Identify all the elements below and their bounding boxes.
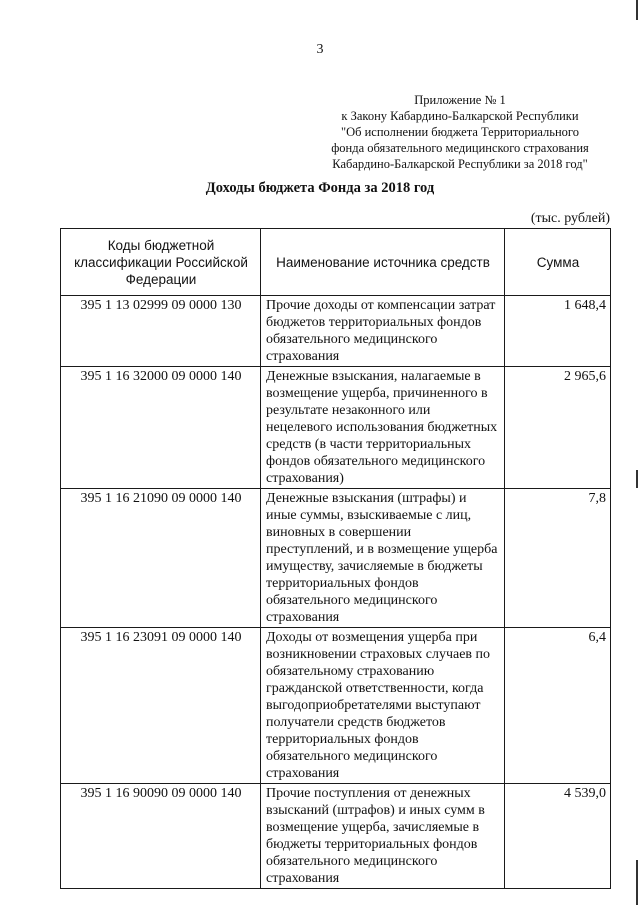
appendix-line: Кабардино-Балкарской Республики за 2018 год" xyxy=(332,157,588,171)
cell-name: Прочие доходы от компенсации затрат бюджетов территориальных фондов обязательного медицинского страхования xyxy=(261,296,505,367)
page-number: 3 xyxy=(316,42,324,57)
revenue-table xyxy=(60,228,611,889)
cell-amount: 7,8 xyxy=(505,489,611,628)
cell-code: 395 1 16 21090 09 0000 140 xyxy=(61,489,261,628)
table-row xyxy=(61,296,611,367)
cell-code: 395 1 16 23091 09 0000 140 xyxy=(61,628,261,784)
scan-edge-mark xyxy=(636,470,638,488)
appendix-line: "Об исполнении бюджета Территориального xyxy=(340,125,579,139)
cell-name: Доходы от возмещения ущерба при возникновении страховых случаев по обязательному страхованию гражданской ответственности, когда выгодоприобретателями выступают получатели средств бюджетов территориальных фондов обязательного медицинского страхования xyxy=(261,628,505,784)
appendix-header xyxy=(310,92,610,172)
cell-amount: 2 965,6 xyxy=(505,367,611,489)
units-label: (тыс. рублей) xyxy=(530,211,610,226)
cell-amount: 1 648,4 xyxy=(505,296,611,367)
table-row xyxy=(61,784,611,889)
table-row xyxy=(61,628,611,784)
cell-code: 395 1 16 90090 09 0000 140 xyxy=(61,784,261,889)
appendix-line: к Закону Кабардино-Балкарской Республики xyxy=(341,109,579,123)
cell-name: Прочие поступления от денежных взысканий (штрафов) и иных сумм в возмещение ущерба, зачисляемые в бюджеты территориальных фондов обязательного медицинского страхования xyxy=(261,784,505,889)
cell-code: 395 1 16 32000 09 0000 140 xyxy=(61,367,261,489)
table-header-row xyxy=(61,229,611,296)
cell-code: 395 1 13 02999 09 0000 130 xyxy=(61,296,261,367)
scan-edge-mark xyxy=(636,860,638,905)
cell-name: Денежные взыскания (штрафы) и иные суммы, взыскиваемые с лиц, виновных в совершении преступлений, и в возмещение ущерба имуществу, зачисляемые в бюджеты территориальных фондов обязательного медицинского страхования xyxy=(261,489,505,628)
header-name: Наименование источника средств xyxy=(261,229,505,296)
header-code: Коды бюджетной классификации Российской Федерации xyxy=(61,229,261,296)
header-amount: Сумма xyxy=(505,229,611,296)
document-title: Доходы бюджета Фонда за 2018 год xyxy=(205,180,435,196)
cell-amount: 6,4 xyxy=(505,628,611,784)
cell-amount: 4 539,0 xyxy=(505,784,611,889)
appendix-line: Приложение № 1 xyxy=(414,93,506,107)
table-row xyxy=(61,489,611,628)
appendix-line: фонда обязательного медицинского страхования xyxy=(331,141,589,155)
scan-edge-mark xyxy=(636,0,638,20)
cell-name: Денежные взыскания, налагаемые в возмещение ущерба, причиненного в результате незаконного или нецелевого использования бюджетных средств (в части территориальных фондов обязательного медицинского страхования) xyxy=(261,367,505,489)
table-row xyxy=(61,367,611,489)
